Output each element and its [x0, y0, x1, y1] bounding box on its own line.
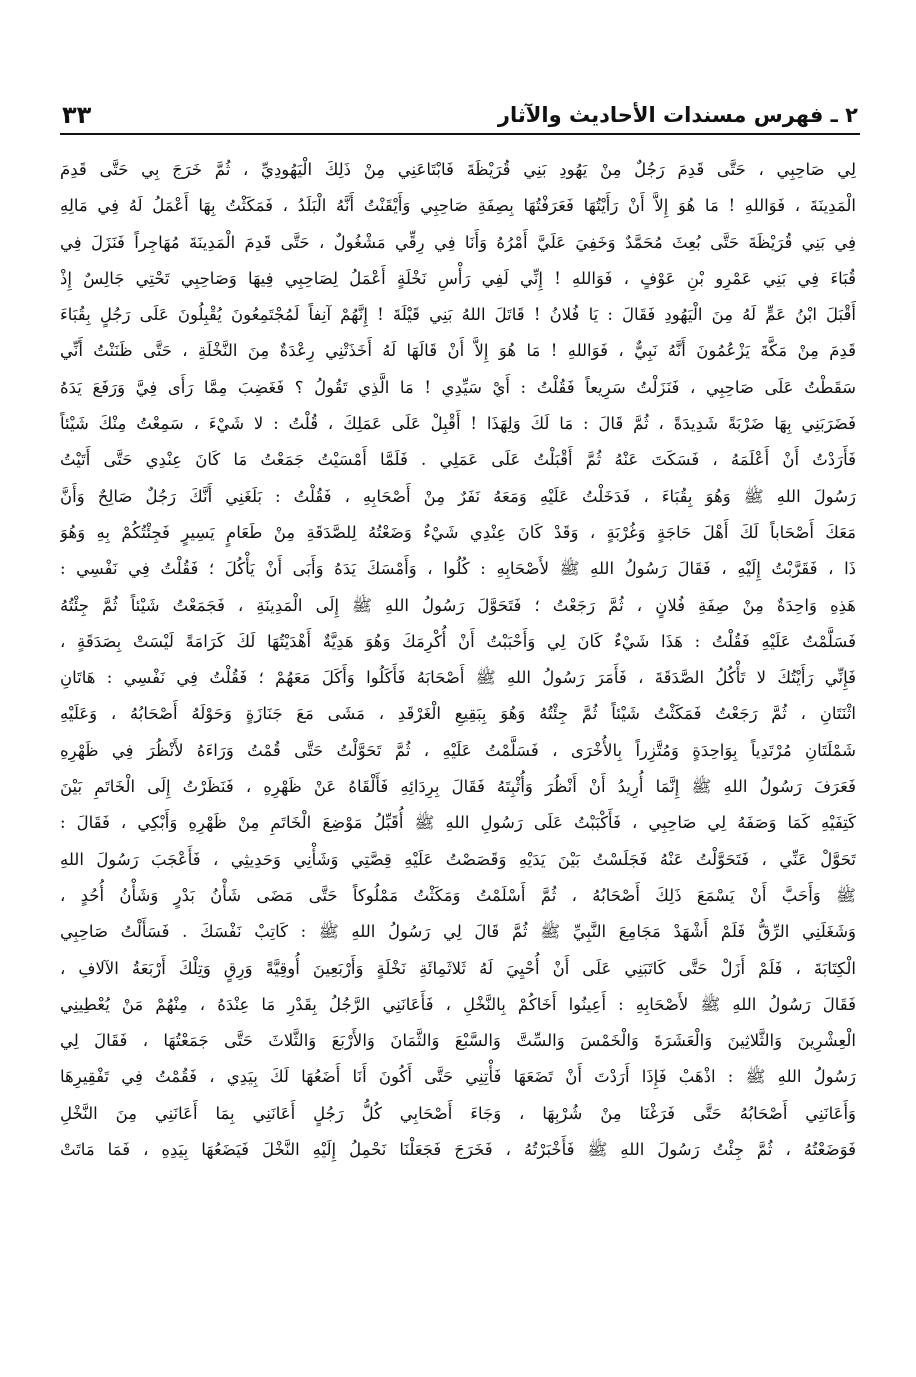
text-line: فَعَرَفَ رَسُولُ اللهِ ﷺ إِنَّمَا أُرِيدُ أَنْ أَنْظُرَ وَأُثْبِتَهُ فَقَالَ بِرِدَائِهِ فَأَلْقَاهُ عَنْ ظَهْرِهِ ، فَنَظَرْتُ إِلَى الْخَاتَمِ بَيْنَ — [60, 777, 856, 797]
running-header — [62, 88, 858, 128]
text-line: ذَا ، فَقَرَّبْتُ إِلَيْهِ ، فَقَالَ رَسُولُ اللهِ ﷺ لأَصْحَابِهِ : كُلُوا ، وَأَمْسَكَ يَدَهُ وَأَبَى أَنْ يَأْكُلَ ؛ فَقُلْتُ فِي نَفْسِي : — [60, 559, 856, 579]
text-line: هَذِهِ وَاحِدَةٌ مِنْ صِفَةِ فُلانٍ ، ثُمَّ رَجَعْتُ ؛ فَتَحَوَّلَ رَسُولُ اللهِ ﷺ إِلَى الْمَدِينَةِ ، فَجَمَعْتُ شَيْئاً ثُمَّ جِئْتُهُ — [60, 595, 856, 615]
body-text — [60, 152, 856, 1282]
text-line: وَأَعَانَنِي أَصْحَابُهُ حَتَّى فَرَغْنَا مِنْ شُرْبِهَا ، وَجَاءَ أَصْحَابِي كُلُّ رَجُلٍ أَعَانَنِي بِمَا أَعَانَنِي مِنَ النَّخْلِ — [60, 1103, 856, 1123]
text-line: لِي صَاحِبِي ، حَتَّى قَدِمَ رَجُلٌ مِنْ يَهُودِ بَنِي قُرَيْظَةَ فَابْتَاعَنِي مِنْ ذَلِكَ الْيَهُودِيِّ ، ثُمَّ خَرَجَ بِي حَتَّى قَدِمَ — [60, 160, 856, 179]
text-line: رَسُولَ اللهِ ﷺ وَهُوَ بِقُبَاءَ ، فَدَخَلْتُ عَلَيْهِ وَمَعَهُ نَفَرٌ مِنْ أَصْحَابِهِ ، فَقُلْتُ : بَلَغَنِي أَنَّكَ رَجُلٌ صَالِحٌ وَأَنَّ — [60, 486, 856, 506]
text-line: سَقَطْتُ عَلَى صَاحِبِي ، فَنَزَلْتُ سَرِيعاً فَقُلْتُ : أَيْ سَيِّدِي ! مَا الَّذِي تَقُولُ ؟ فَغَضِبَ مِمَّا رَأَى فِيَّ وَرَفَعَ يَدَهُ — [60, 377, 856, 397]
text-line: الْكِتَابَةَ ، فَلَمْ أَزَلْ حَتَّى كَاتَبَنِي عَلَى أَنْ أُحْيِيَ لَهُ ثَلاثَمِائَةِ نَخْلَةٍ وَأَرْبَعِينَ أُوقِيَّةً وَرِقٍ وَتِلْكَ أَرْبَعَةُ الآلافِ ، — [60, 958, 856, 978]
text-line: فِي بَنِي قُرَيْظَةَ حَتَّى بُعِثَ مُحَمَّدٌ وَخَفِيَ عَلَيَّ أَمْرُهُ وَأَنَا فِي رِقِّي مَشْغُولٌ ، حَتَّى قَدِمَ الْمَدِينَةَ مُهَاجِراً فَنَزَلَ فِي — [60, 232, 856, 252]
text-line: قَدِمَ مِنْ مَكَّةَ يَزْعُمُونَ أَنَّهُ نَبِيٌّ ، فَوَاللهِ ! مَا هُوَ إِلاَّ أَنْ قَالَهَا لَهُ أَخَذَتْنِي رِعْدَةٌ مِنَ النَّخْلَةِ ، حَتَّى ظَنَنْتُ أَنِّي — [60, 341, 856, 361]
header-divider — [60, 133, 860, 135]
text-line: فَإِنِّي رَأَيْتُكَ لا تَأْكُلُ الصَّدَقَةَ ، فَأَمَرَ رَسُولُ اللهِ ﷺ أَصْحَابَهُ فَأَكَلُوا وَأَكَلَ مَعَهُمْ ؛ فَقُلْتُ فِي نَفْسِي : هَاتَانِ — [60, 668, 856, 688]
text-line: اثْنَتَانِ ، ثُمَّ رَجَعْتُ فَمَكَثْتُ شَيْئاً ثُمَّ جِئْتُهُ وَهُوَ بِبَقِيعِ الْغَرْقَدِ ، مَشَى مَعَ جَنَازَةٍ وَحَوْلَهُ أَصْحَابُهُ ، وَعَلَيْهِ — [60, 704, 856, 724]
text-line: الْعِشْرِينَ وَالثَّلاثِينَ وَالْعَشَرَةَ وَالْخَمْسَ وَالسِّتَّ وَالسَّبْعَ وَالثَّمَانَ وَالأَرْبَعَ وَالثَّلاثَ حَتَّى جَمَعْتُهَا ، فَقَالَ لِي — [60, 1031, 856, 1051]
text-line: فَسَلَّمْتُ عَلَيْهِ فَقُلْتُ : هَذَا شَيْءٌ كَانَ لِي وَأَحْبَبْتُ أَنْ أُكْرِمَكَ وَهُوَ هَدِيَّةٌ أَهْدَيْتُهَا لَكَ كَرَامَةً لَيْسَتْ بِصَدَقَةٍ ، — [60, 631, 856, 651]
text-line: مَعَكَ أَصْحَاباً لَكَ أَهْلَ حَاجَةٍ وَغُرْبَةٍ ، وَقَدْ كَانَ عِنْدِي شَيْءٌ وَضَعْتُهُ لِلصَّدَقَةِ مِنْ طَعَامٍ يَسِيرٍ فَجِئْتُكُمْ بِهِ وَهُوَ — [60, 522, 856, 542]
text-line: فَضَرَبَنِي بِهَا ضَرْبَةً شَدِيدَةً ، ثُمَّ قَالَ : مَا لَكَ وَلِهَذَا ! أَقْبِلْ عَلَى عَمَلِكَ ، قُلْتُ : لا شَيْءَ ، سَمِعْتُ مِنْكَ شَيْئاً — [60, 414, 856, 434]
chapter-title: ٢ ـ فهرس مسندات الأحاديث والآثار — [497, 103, 858, 127]
text-line: فَوَضَعْتُهُ ، ثُمَّ جِئْتُ رَسُولَ اللهِ ﷺ فَأَخْبَرْتُهُ ، فَخَرَجَ فَجَعَلْنَا نَحْمِلُ إِلَيْهِ النَّخْلَ فَيَضَعُهَا بِيَدِهِ ، فَمَا مَاتَتْ — [60, 1140, 856, 1160]
text-line: وَشَغَلَنِي الرِّقُّ فَلَمْ أَشْهَدْ مَجَامِعَ النَّبِيِّ ﷺ ثُمَّ قَالَ لِي رَسُولُ اللهِ ﷺ : كَاتِبْ نَفْسَكَ . فَسَأَلْتُ صَاحِبِي — [60, 922, 856, 942]
text-line: ﷺ وَأَحَبَّ أَنْ يَسْمَعَ ذَلِكَ أَصْحَابُهُ ، ثُمَّ أَسْلَمْتُ وَمَكَثْتُ مَمْلُوكاً حَتَّى مَضَى شَأْنُ بَدْرٍ وَشَأْنُ أُحُدٍ ، — [60, 885, 856, 905]
text-line: تَحَوَّلْ عَنِّي ، فَتَحَوَّلْتُ عَنْهُ فَجَلَسْتُ بَيْنَ يَدَيْهِ وَقَصَصْتُ عَلَيْهِ قِصَّتِي وَشَأْنِي وَحَدِيثِي ، فَأَعْجَبَ رَسُولَ اللهِ — [60, 849, 856, 869]
text-line: كَتِفَيْهِ كَمَا وَصَفَهُ لِي صَاحِبِي ، فَأَكْبَبْتُ عَلَى رَسُولِ اللهِ ﷺ أُقَبِّلُ مَوْضِعَ الْخَاتَمِ مِنْ ظَهْرِهِ وَأَبْكِي ، فَقَالَ : — [60, 813, 856, 833]
page-number: ٣٣ — [62, 101, 92, 129]
text-line: شَمْلَتَانِ مُرْتَدِياً بِوَاحِدَةٍ وَمُتَّزِراً بِالأُخْرَى ، فَسَلَّمْتُ عَلَيْهِ ، ثُمَّ تَحَوَّلْتُ حَتَّى قُمْتُ وَرَاءَهُ لأَنْظُرَ فِي ظَهْرِهِ — [60, 740, 856, 760]
text-line: فَقَالَ رَسُولُ اللهِ ﷺ لأَصْحَابِهِ : أَعِينُوا أَخَاكُمْ بِالنَّخْلِ ، فَأَعَانَنِي الرَّجُلُ بِقَدْرِ مَا عِنْدَهُ ، مِنْهُمْ مَنْ يُعْطِينِي — [60, 994, 856, 1014]
text-line: فَأَرَدْتُ أَنْ أَعْلَمَهُ ، فَسَكَتَ عَنْهُ ثُمَّ أَقْبَلْتُ عَلَى عَمَلِي . فَلَمَّا أَمْسَيْتُ جَمَعْتُ مَا كَانَ عِنْدِي حَتَّى أَتَيْتُ — [60, 450, 856, 470]
text-line: الْمَدِينَةَ ، فَوَاللهِ ! مَا هُوَ إِلاَّ أَنْ رَأَيْتُهَا فَعَرَفْتُهَا بِصِفَةِ صَاحِبِي وَأَيْقَنْتُ أَنَّهُ الْبَلَدُ ، فَمَكَثْتُ بِهَا أَعْمَلُ لَهُ فِي مَالِهِ — [60, 196, 856, 216]
text-line: قُبَاءَ فِي بَنِي عَمْرِو بْنِ عَوْفٍ ، فَوَاللهِ ! إِنِّي لَفِي رَأْسِ نَخْلَةٍ أَعْمَلُ لِصَاحِبِي فِيهَا وَصَاحِبِي تَحْتِي جَالِسٌ إِذْ — [60, 268, 856, 288]
text-line: رَسُولُ اللهِ ﷺ : اذْهَبْ فَإِذَا أَرَدْتَ أَنْ تَضَعَهَا فَأْتِنِي حَتَّى أَكُونَ أَنَا أَضَعُهَا لَكَ بِيَدِي ، فَقُمْتُ فِي تَفْقِيرِهَا — [60, 1067, 856, 1087]
text-line: أَقْبَلَ ابْنُ عَمٍّ لَهُ مِنَ الْيَهُودِ فَقَالَ : يَا فُلانُ ! قَاتَلَ اللهُ بَنِي قَيْلَةَ ! إِنَّهُمْ آنِفاً لَمُجْتَمِعُونَ يُقْبِلُونَ عَلَى رَجُلٍ بِقُبَاءَ — [60, 305, 856, 325]
